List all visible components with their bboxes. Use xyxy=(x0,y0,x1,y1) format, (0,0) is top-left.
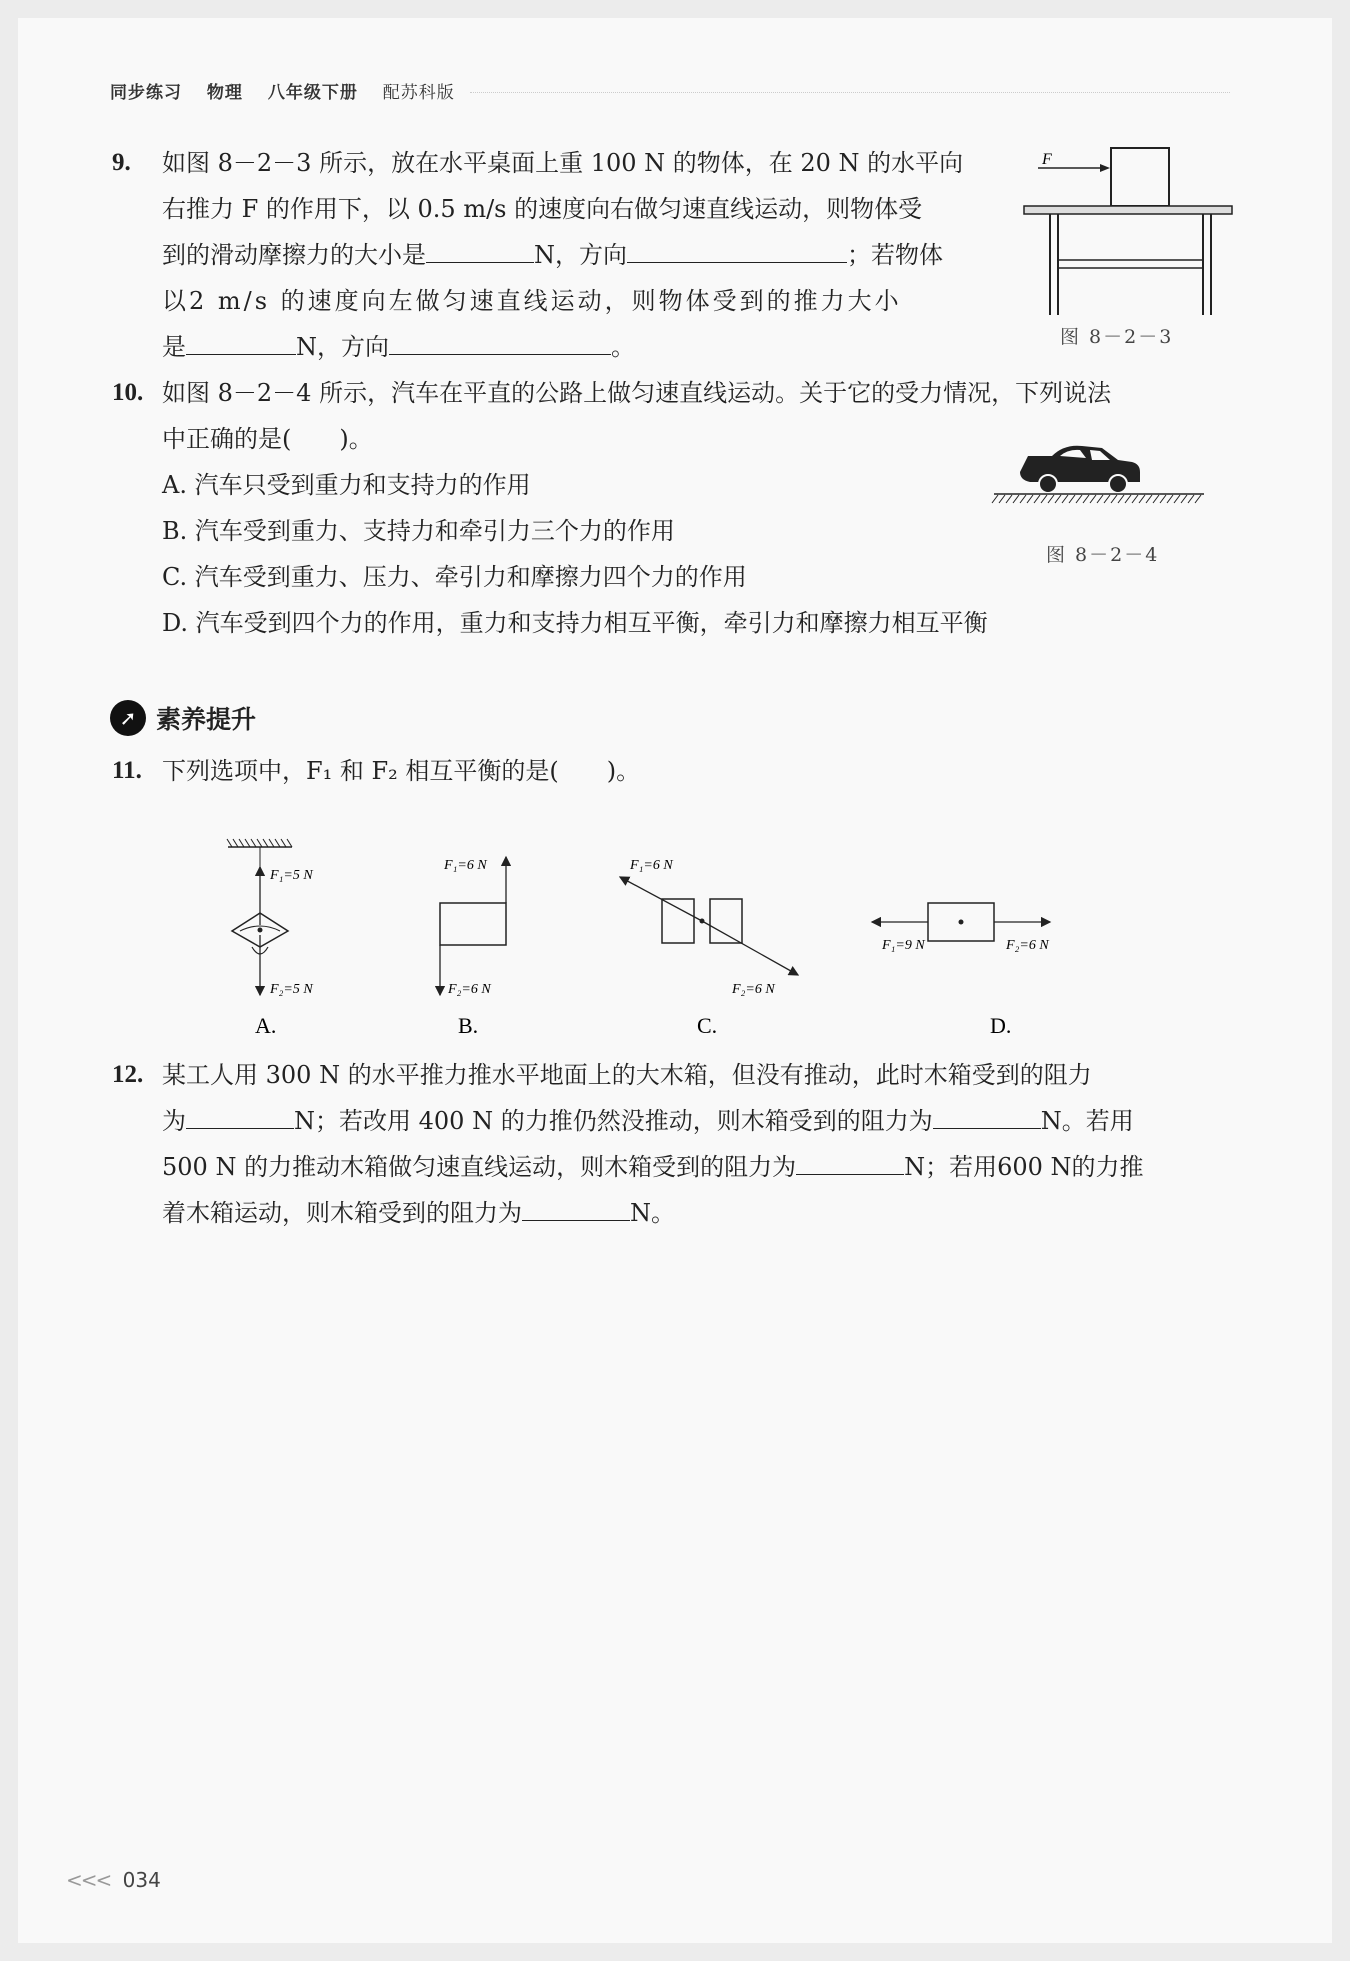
q12-text: 着木箱运动，则木箱受到的阻力为 xyxy=(162,1199,522,1227)
answer-blank[interactable] xyxy=(522,1196,630,1221)
hatch-line xyxy=(1090,495,1096,503)
hatch-line xyxy=(1125,495,1131,503)
force-label: F₁=6 N xyxy=(444,858,487,873)
force-label: F₂=5 N xyxy=(270,982,313,997)
block xyxy=(440,903,506,945)
q12-line-2 xyxy=(162,1098,1232,1144)
figure-table-block xyxy=(1020,140,1240,320)
figure-a xyxy=(227,839,313,1035)
q12-line-3 xyxy=(162,1144,1232,1190)
hatch-line xyxy=(1006,495,1012,503)
hatch-line xyxy=(227,839,232,847)
hatch-line xyxy=(1055,495,1061,503)
block xyxy=(1111,148,1169,206)
hatch-line xyxy=(1097,495,1103,503)
hatch-line xyxy=(1188,495,1194,503)
q9-line-4: 以2 m/s 的速度向左做匀速直线运动，则物体受到的推力大小 xyxy=(162,287,902,315)
option-label[interactable]: D. xyxy=(990,1013,1012,1035)
hatch-line xyxy=(1139,495,1145,503)
answer-blank[interactable] xyxy=(933,1104,1041,1129)
hatch-line xyxy=(257,839,262,847)
hatch-line xyxy=(1069,495,1075,503)
hatch-line xyxy=(1111,495,1117,503)
hatch-line xyxy=(1167,495,1173,503)
hatch-line xyxy=(287,839,292,847)
q9-text: ；若物体 xyxy=(847,241,943,269)
question-number: 12. xyxy=(112,1061,144,1088)
figure-b xyxy=(440,857,506,1035)
force-label: F₁=6 N xyxy=(630,858,673,873)
q11-figures xyxy=(200,835,1160,1035)
center-dot xyxy=(959,920,964,925)
hatch-line xyxy=(269,839,274,847)
force-label: F₂=6 N xyxy=(1006,938,1049,953)
option-a[interactable]: A. 汽车只受到重力和支持力的作用 xyxy=(162,471,531,499)
hatch-line xyxy=(1076,495,1082,503)
q12-text: N。 xyxy=(630,1199,675,1227)
force-label: F₂=6 N xyxy=(732,982,775,997)
option-label[interactable]: B. xyxy=(458,1013,479,1035)
hatch-line xyxy=(1174,495,1180,503)
hatch-line xyxy=(992,495,998,503)
page-header xyxy=(110,78,473,103)
hatch-line xyxy=(1013,495,1019,503)
hatch-line xyxy=(1118,495,1124,503)
question-number: 9. xyxy=(112,149,131,176)
block-left xyxy=(662,899,694,943)
hatch-line xyxy=(245,839,250,847)
q9-line-2: 右推力 F 的作用下，以 0.5 m/s 的速度向右做匀速直线运动，则物体受 xyxy=(162,195,923,223)
hatch-line xyxy=(1146,495,1152,503)
hatch-line xyxy=(251,839,256,847)
hatch-line xyxy=(1181,495,1187,503)
hatch-line xyxy=(281,839,286,847)
hatch-line xyxy=(1195,495,1201,503)
q9-text: N，方向 xyxy=(534,241,627,269)
series-title: 同步练习 xyxy=(110,83,182,103)
rocket-icon: ➚ xyxy=(110,700,146,736)
hatch-line xyxy=(999,495,1005,503)
figure-d xyxy=(872,903,1050,1035)
hatch-line xyxy=(1153,495,1159,503)
question-number: 11. xyxy=(112,757,142,784)
option-b[interactable]: B. 汽车受到重力、支持力和牵引力三个力的作用 xyxy=(162,517,675,545)
hatch-line xyxy=(275,839,280,847)
hatch-line xyxy=(1104,495,1110,503)
question-number: 10. xyxy=(112,379,144,406)
answer-blank[interactable] xyxy=(796,1150,904,1175)
hatch-line xyxy=(1041,495,1047,503)
force-label: F₁=5 N xyxy=(270,868,313,883)
q12-line-4 xyxy=(162,1190,1232,1236)
answer-blank[interactable] xyxy=(186,330,296,355)
q12-text: 500 N 的力推动木箱做匀速直线运动，则木箱受到的阻力为 xyxy=(162,1153,797,1181)
q11-line-1: 下列选项中，F₁ 和 F₂ 相互平衡的是( )。 xyxy=(162,757,641,785)
hatch-line xyxy=(1062,495,1068,503)
grade: 八年级下册 xyxy=(267,83,358,103)
question-11 xyxy=(112,748,1232,794)
q9-line-3 xyxy=(162,232,992,278)
q12-text: 为 xyxy=(162,1107,186,1135)
f2-arrow xyxy=(702,921,798,975)
edition: 配苏科版 xyxy=(382,83,455,103)
figure-car xyxy=(990,440,1210,510)
figure-caption-8-2-3: 图 8－2－3 xyxy=(1060,326,1174,348)
hatch-line xyxy=(1027,495,1033,503)
force-label: F₁=9 N xyxy=(882,938,925,953)
road-hatching xyxy=(992,495,1201,503)
section-title: 素养提升 xyxy=(156,705,257,734)
answer-blank[interactable] xyxy=(186,1104,294,1129)
option-c[interactable]: C. 汽车受到重力、压力、牵引力和摩擦力四个力的作用 xyxy=(162,563,747,591)
header-rule xyxy=(470,92,1230,93)
force-label: F₂=6 N xyxy=(448,982,491,997)
q9-text: N，方向 xyxy=(296,333,389,361)
option-label[interactable]: C. xyxy=(697,1013,718,1035)
answer-blank[interactable] xyxy=(389,330,611,355)
hatch-line xyxy=(1160,495,1166,503)
page-footer xyxy=(66,1868,161,1892)
force-arrowhead xyxy=(1100,164,1110,172)
page-number: 034 xyxy=(122,1868,161,1892)
option-d[interactable]: D. 汽车受到四个力的作用，重力和支持力相互平衡，牵引力和摩擦力相互平衡 xyxy=(162,609,988,637)
car-wheel xyxy=(1109,475,1127,493)
hatch-line xyxy=(263,839,268,847)
question-12 xyxy=(112,1052,1232,1236)
q12-text: N；若改用 400 N 的力推仍然没推动，则木箱受到的阻力为 xyxy=(294,1107,933,1135)
force-label-f: F xyxy=(1042,151,1052,168)
answer-blank[interactable] xyxy=(426,238,534,263)
hatch-line xyxy=(239,839,244,847)
q12-line-1: 某工人用 300 N 的水平推力推水平地面上的大木箱，但没有推动，此时木箱受到的阻力 xyxy=(162,1061,1092,1089)
block-right xyxy=(710,899,742,943)
car-wheel xyxy=(1039,475,1057,493)
q10-line-1: 如图 8－2－4 所示，汽车在平直的公路上做匀速直线运动。关于它的受力情况，下列说法 xyxy=(162,379,1112,407)
figure-caption-8-2-4: 图 8－2－4 xyxy=(1046,544,1160,566)
q12-text: N；若用600 N的力推 xyxy=(904,1153,1144,1181)
answer-blank[interactable] xyxy=(627,238,847,263)
hatch-line xyxy=(1132,495,1138,503)
section-heading xyxy=(110,700,256,736)
q9-text: 是 xyxy=(162,333,186,361)
hatch-line xyxy=(1083,495,1089,503)
table-top xyxy=(1024,206,1232,214)
q9-text: 到的滑动摩擦力的大小是 xyxy=(162,241,426,269)
hatch-line xyxy=(1048,495,1054,503)
q12-text: N。若用 xyxy=(1040,1107,1134,1135)
hatch-line xyxy=(233,839,238,847)
q10-line-2: 中正确的是( )。 xyxy=(162,425,373,453)
option-label[interactable]: A. xyxy=(255,1013,277,1035)
ceiling-hatching xyxy=(227,839,292,847)
subject: 物理 xyxy=(206,83,243,103)
q9-line-1: 如图 8－2－3 所示，放在水平桌面上重 100 N 的物体，在 20 N 的水平向 xyxy=(162,149,964,177)
hatch-line xyxy=(1020,495,1026,503)
hatch-line xyxy=(1034,495,1040,503)
q9-text: 。 xyxy=(611,333,635,361)
center-dot xyxy=(258,928,263,933)
figure-c xyxy=(620,858,798,1035)
q9-line-5 xyxy=(162,324,992,370)
chevrons-left-icon: <<< xyxy=(66,1868,111,1892)
